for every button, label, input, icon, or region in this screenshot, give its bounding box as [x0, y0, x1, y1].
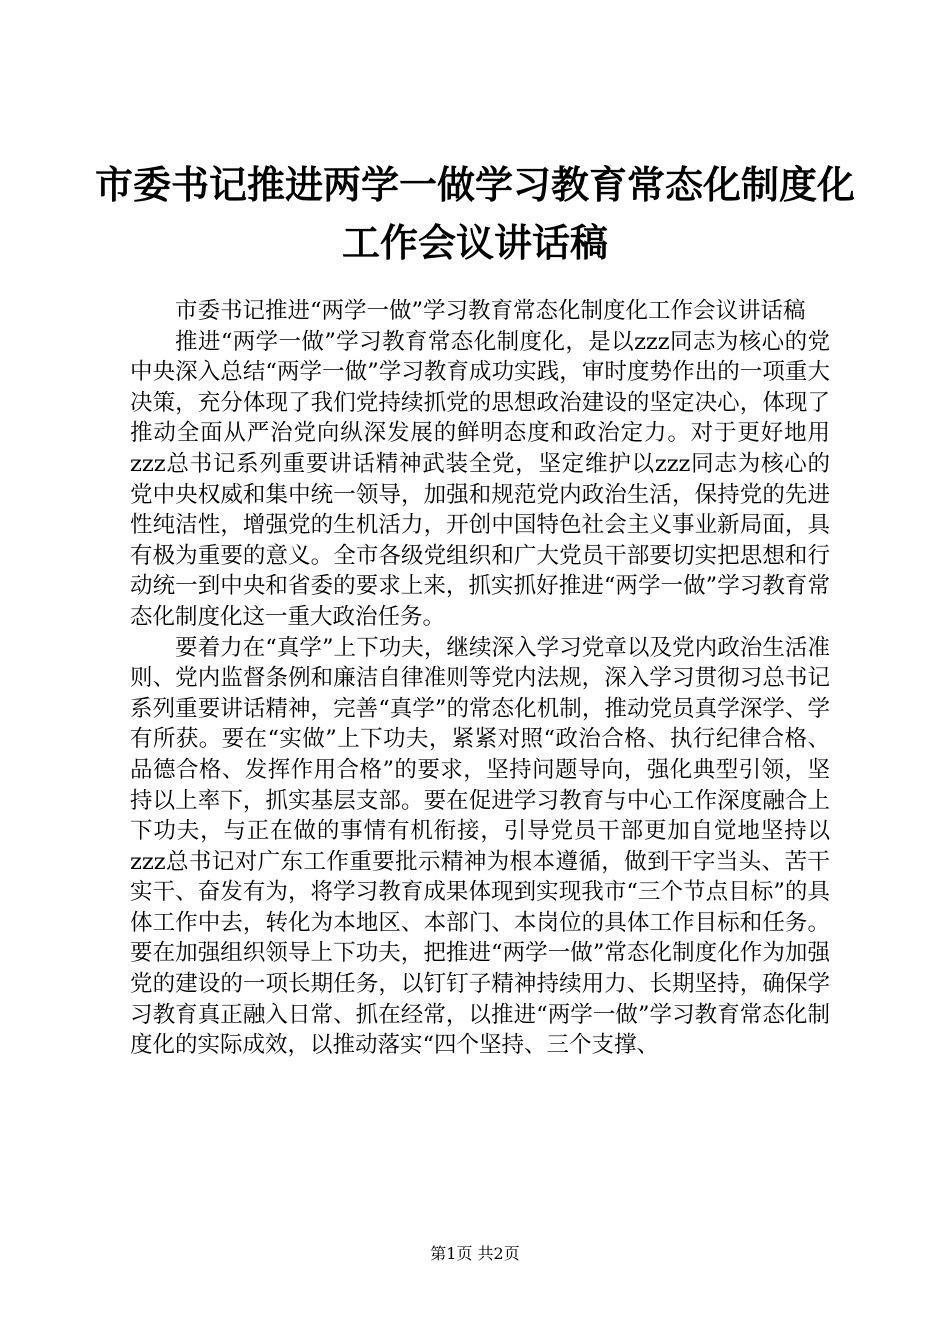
page-number-footer: 第1页 共2页: [430, 1244, 520, 1263]
body-paragraph: 推进“两学一做”学习教育常态化制度化，是以zzz同志为核心的党中央深入总结“两学一做”学习教育成功实践，审时度势作出的一项重大决策，充分体现了我们党持续抓党的思想政治建设的坚定决心，体现了推动全面从严治党向纵深发展的鲜明态度和政治定力。对于更好地用zzz总书记系列重要讲话精神武装全党，坚定维护以zzz同志为核心的党中央权威和集中统一领导，加强和规范党内政治生活，保持党的先进性纯洁性，增强党的生机活力，开创中国特色社会主义事业新局面，具有极为重要的意义。全市各级党组织和广大党员干部要切实把思想和行动统一到中央和省委的要求上来，抓实抓好推进“两学一做”学习教育常态化制度化这一重大政治任务。: [130, 328, 830, 630]
document-body: [130, 296, 830, 1061]
body-paragraph: 要着力在“真学”上下功夫，继续深入学习党章以及党内政治生活准则、党内监督条例和廉洁自律准则等党内法规，深入学习贯彻习总书记系列重要讲话精神，完善“真学”的常态化机制，推动党员真学深学、学有所获。要在“实做”上下功夫，紧紧对照“政治合格、执行纪律合格、品德合格、发挥作用合格”的要求，坚持问题导向，强化典型引领，坚持以上率下，抓实基层支部。要在促进学习教育与中心工作深度融合上下功夫，与正在做的事情有机衔接，引导党员干部更加自觉地坚持以zzz总书记对广东工作重要批示精神为根本遵循，做到干字当头、苦干实干、奋发有为，将学习教育成果体现到实现我市“三个节点目标”的具体工作中去，转化为本地区、本部门、本岗位的具体工作目标和任务。要在加强组织领导上下功夫，把推进“两学一做”常态化制度化作为加强党的建设的一项长期任务，以钉钉子精神持续用力、长期坚持，确保学习教育真正融入日常、抓在经常，以推进“两学一做”学习教育常态化制度化的实际成效，以推动落实“四个坚持、三个支撑、: [130, 634, 830, 1059]
document-title-line-2: 工作会议讲话稿: [341, 220, 608, 265]
body-paragraph: 市委书记推进“两学一做”学习教育常态化制度化工作会议讲话稿: [175, 298, 806, 324]
document-title-line-1: 市委书记推进两学一做学习教育常态化制度化: [94, 162, 855, 207]
